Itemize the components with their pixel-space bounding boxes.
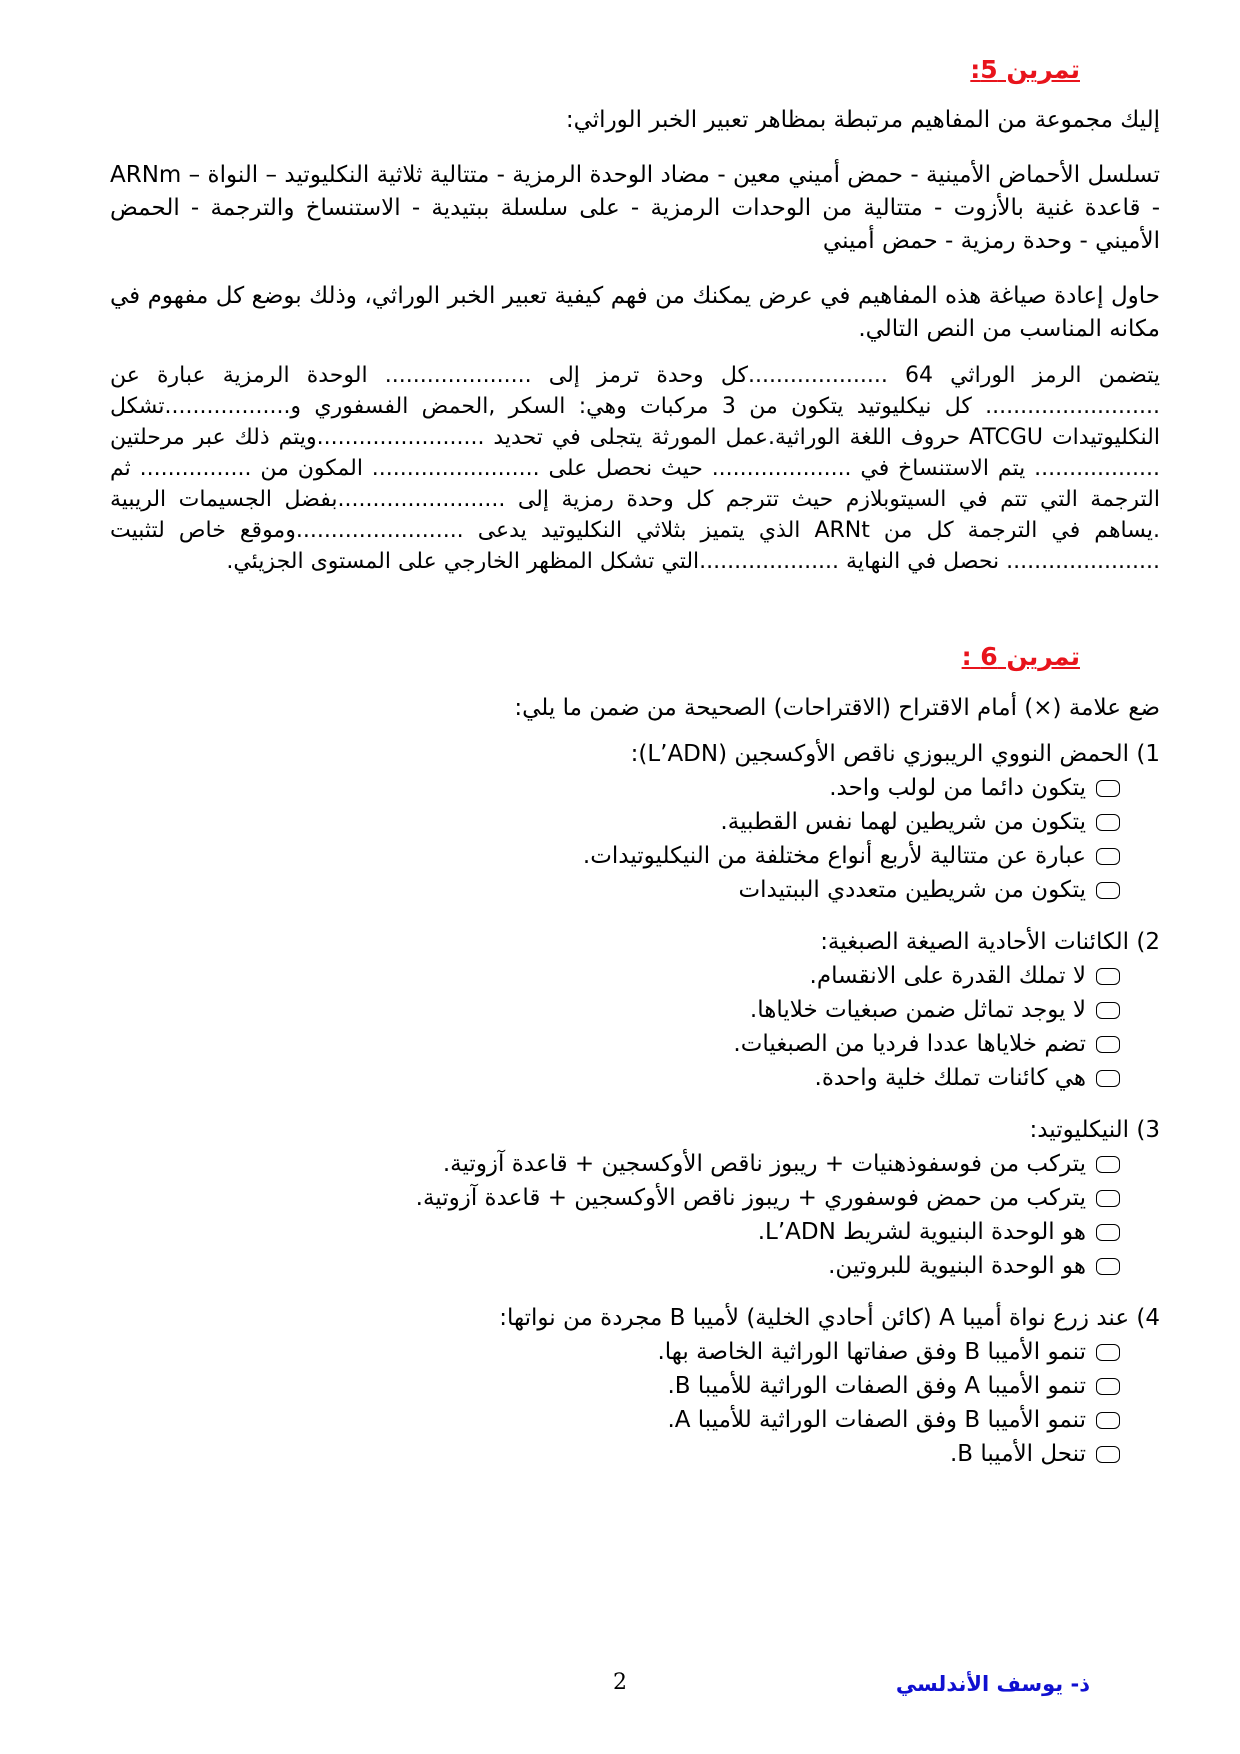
exercise-6 [110,637,1160,1471]
option-text: يتركب من حمض فوسفوري + ريبوز ناقص الأوكسجين + قاعدة آزوتية. [415,1185,1086,1211]
option-item[interactable] [110,1369,1120,1403]
exercise-6-title: تمرين 6 : [961,642,1080,671]
exercise-5-fill-text: يتضمن الرمز الوراثي 64 ....................كل وحدة ترمز إلى ..................... الوحدة الرمزية عبارة عن ......................... كل نيكليوتيد يتكون من 3 مركبات وهي: السكر ,الحمض الفسفوري و..................تشكل النكليوتيدات ATCGU حروف اللغة الوراثية.عمل المورثة يتجلى في تحديد ........................ويتم ذلك عبر مرحلتين .................. يتم الاستنساخ في .................... حيث نحصل على ........................ المكون من ................ ثم الترجمة التي تتم في السيتوبلازم حيث تترجم كل وحدة رمزية إلى ........................بفضل الجسيمات الريبية .يساهم في الترجمة كل من ARNt الذي يتميز بثلاثي النكليوتيد يدعى ........................وموقع خاص لتثبيت ...................... نحصل في النهاية ....................التي تشكل المظهر الخارجي على المستوى الجزيئي. [110,363,1161,574]
worksheet-page [110,50,1160,1489]
exercise-6-instruction: ضع علامة (×) أمام الاقتراح (الاقتراحات) الصحيحة من ضمن ما يلي: [514,695,1160,721]
option-item[interactable] [110,771,1120,805]
checkbox-icon[interactable] [1096,1378,1120,1395]
option-item[interactable] [110,839,1120,873]
option-text: تنمو الأميبا B وفق صفاتها الوراثية الخاصة بها. [657,1339,1086,1365]
option-text: تضم خلاياها عددا فرديا من الصبغيات. [733,1031,1086,1057]
question-text: النيكليوتيد: [1029,1117,1130,1143]
checkbox-icon[interactable] [1096,1344,1120,1361]
option-item[interactable] [110,1061,1120,1095]
question-1 [110,737,1160,907]
option-text: يتركب من فوسفوذهنيات + ريبوز ناقص الأوكسجين + قاعدة آزوتية. [442,1151,1086,1177]
option-text: لا تملك القدرة على الانقسام. [809,963,1086,989]
question-number: 4) [1136,1305,1160,1331]
option-item[interactable] [110,959,1120,993]
checkbox-icon[interactable] [1096,1258,1120,1275]
option-text: لا يوجد تماثل ضمن صبغيات خلاياها. [749,997,1086,1023]
question-number: 1) [1136,741,1160,767]
option-item[interactable] [110,1437,1120,1471]
option-item[interactable] [110,1215,1120,1249]
question-text: الكائنات الأحادية الصيغة الصبغية: [820,929,1130,955]
option-item[interactable] [110,1147,1120,1181]
checkbox-icon[interactable] [1096,1070,1120,1087]
checkbox-icon[interactable] [1096,1036,1120,1053]
option-text: يتكون دائما من لولب واحد. [829,775,1086,801]
option-item[interactable] [110,1181,1120,1215]
checkbox-icon[interactable] [1096,882,1120,899]
question-number: 3) [1136,1117,1160,1143]
question-text: عند زرع نواة أميبا A (كائن أحادي الخلية) لأميبا B مجردة من نواتها: [499,1305,1130,1331]
exercise-5 [110,50,1160,577]
author-name: ذ- يوسف الأندلسي [895,1672,1090,1696]
question-number: 2) [1136,929,1160,955]
option-text: تنمو الأميبا B وفق الصفات الوراثية للأميبا A. [667,1407,1086,1433]
checkbox-icon[interactable] [1096,1224,1120,1241]
page-number: 2 [613,1670,627,1695]
exercise-5-intro: إليك مجموعة من المفاهيم مرتبطة بمظاهر تعبير الخبر الوراثي: [565,107,1160,133]
checkbox-icon[interactable] [1096,1002,1120,1019]
checkbox-icon[interactable] [1096,1446,1120,1463]
exercise-5-title: تمرين 5: [970,55,1080,84]
option-item[interactable] [110,1249,1120,1283]
option-text: عبارة عن متتالية لأربع أنواع مختلفة من النيكليوتيدات. [582,843,1086,869]
option-item[interactable] [110,805,1120,839]
option-item[interactable] [110,1403,1120,1437]
option-item[interactable] [110,873,1120,907]
checkbox-icon[interactable] [1096,1412,1120,1429]
question-2 [110,925,1160,1095]
question-text: الحمض النووي الريبوزي ناقص الأوكسجين (L’ADN): [630,741,1130,767]
question-3 [110,1113,1160,1283]
checkbox-icon[interactable] [1096,1156,1120,1173]
question-4 [110,1301,1160,1471]
option-item[interactable] [110,1335,1120,1369]
checkbox-icon[interactable] [1096,848,1120,865]
checkbox-icon[interactable] [1096,1190,1120,1207]
checkbox-icon[interactable] [1096,814,1120,831]
option-text: هي كائنات تملك خلية واحدة. [814,1065,1086,1091]
option-text: يتكون من شريطين لهما نفس القطبية. [720,809,1086,835]
exercise-5-instruction: حاول إعادة صياغة هذه المفاهيم في عرض يمكنك من فهم كيفية تعبير الخبر الوراثي، وذلك بوضع كل مفهوم في مكانه المناسب من النص التالي. [110,283,1160,342]
exercise-5-concepts: تسلسل الأحماض الأمينية - حمض أميني معين - مضاد الوحدة الرمزية - متتالية ثلاثية النكليوتيد – النواة – ARNm - قاعدة غنية بالأزوت - متتالية من الوحدات الرمزية - على سلسلة ببتيدية - الاستنساخ والترجمة - الحمض الأميني - وحدة رمزية - حمض أميني [110,162,1160,254]
option-text: تنمو الأميبا A وفق الصفات الوراثية للأميبا B. [667,1373,1086,1399]
option-text: هو الوحدة البنيوية لشريط L’ADN. [757,1219,1086,1245]
option-text: هو الوحدة البنيوية للبروتين. [828,1253,1086,1279]
option-item[interactable] [110,1027,1120,1061]
option-text: يتكون من شريطين متعددي الببتيدات [738,877,1086,903]
option-item[interactable] [110,993,1120,1027]
checkbox-icon[interactable] [1096,968,1120,985]
checkbox-icon[interactable] [1096,780,1120,797]
option-text: تنحل الأميبا B. [949,1441,1086,1467]
